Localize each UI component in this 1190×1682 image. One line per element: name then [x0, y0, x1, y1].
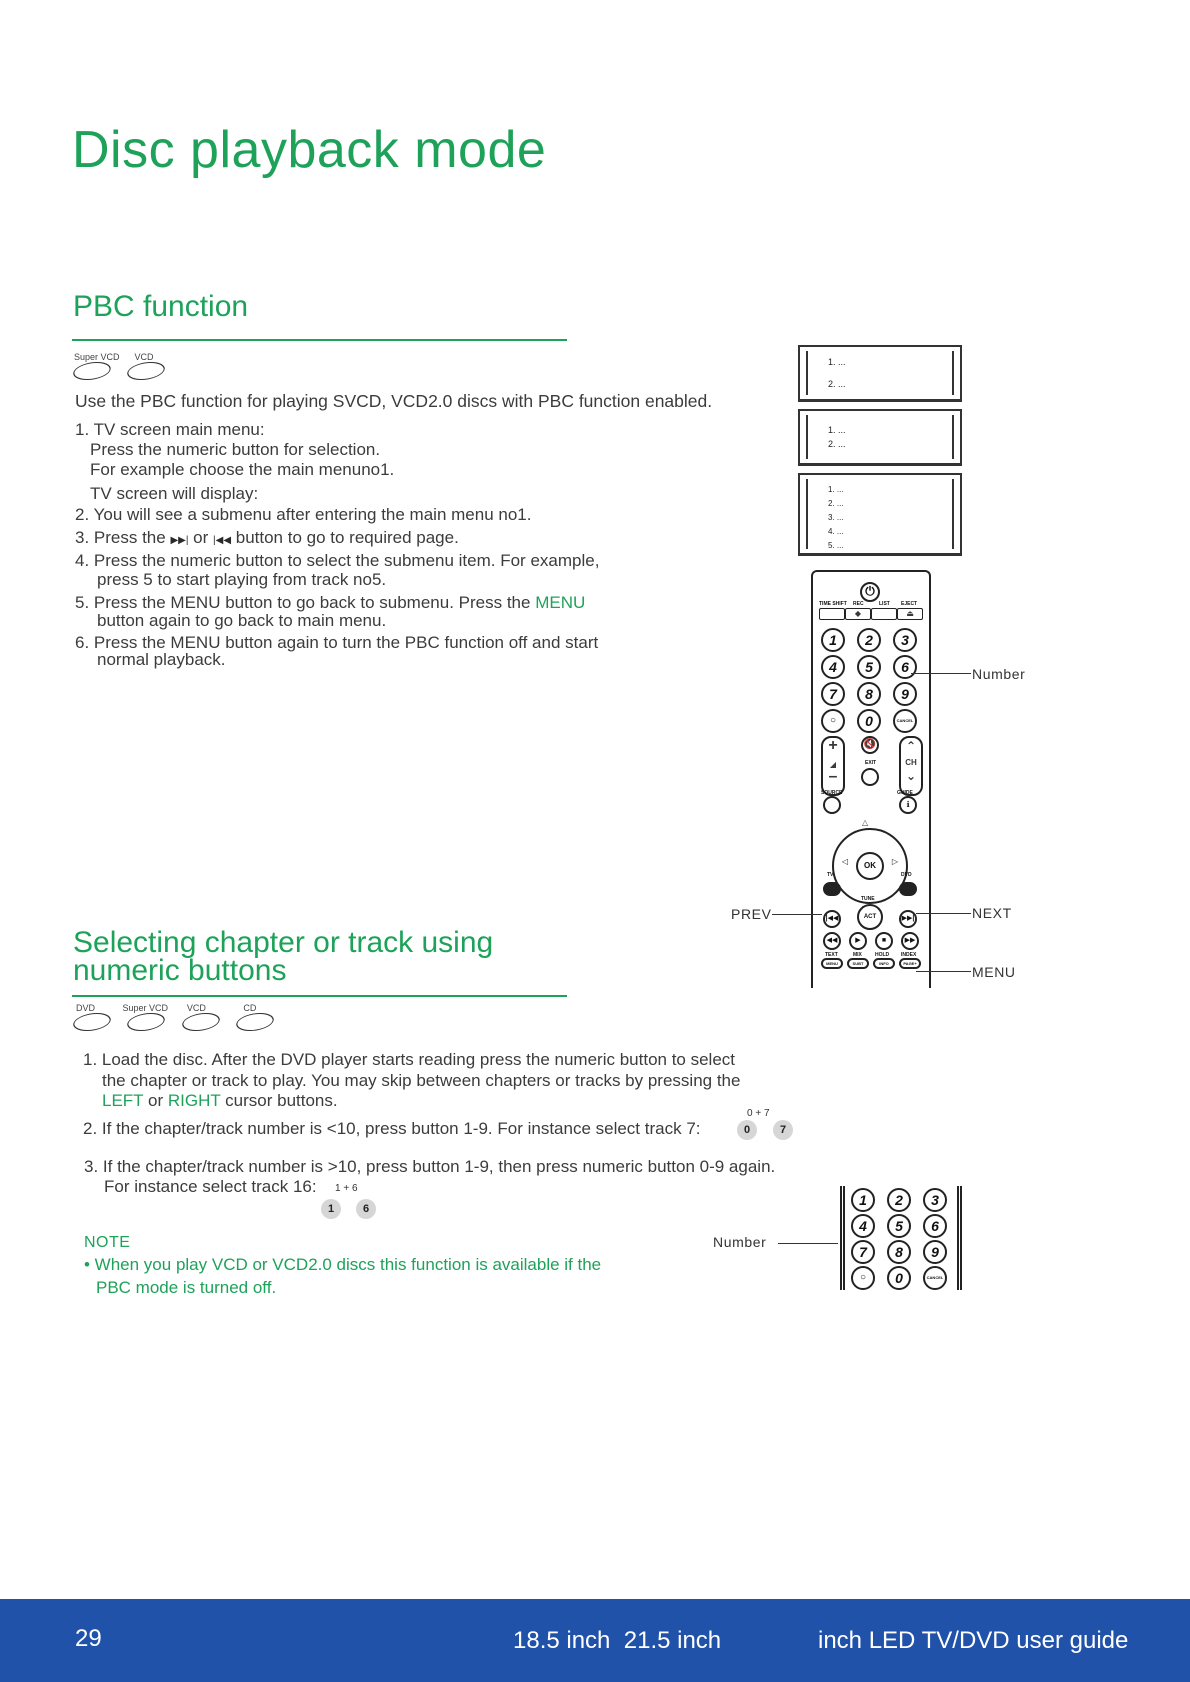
- digit-1-button[interactable]: 1: [821, 628, 845, 652]
- pbc-step-3: 3. Press the ▶▶| or |◀◀ button to go to required page.: [75, 528, 459, 547]
- digit-4-button[interactable]: 4: [821, 655, 845, 679]
- chapter-step-1a: 1. Load the disc. After the DVD player starts reading press the numeric button to select: [83, 1050, 736, 1069]
- screen-line: 2. ...: [828, 439, 846, 449]
- chapter-step-1c: LEFT or RIGHT cursor buttons.: [102, 1091, 338, 1110]
- pbc-step-1c: TV screen will display:: [90, 484, 259, 503]
- keypad-digit-0: 0: [887, 1266, 911, 1290]
- keypad-number-callout: Number: [713, 1234, 767, 1250]
- prev-callout-line: [772, 914, 822, 915]
- pbc-step-4a: 4. Press the numeric button to select the submenu item. For example,: [75, 551, 600, 570]
- note-line-2: PBC mode is turned off.: [96, 1278, 277, 1297]
- tv-screen-submenu: [798, 409, 962, 466]
- source-label: SOURCE: [821, 790, 843, 796]
- dvd-disc-icon: DVD: [72, 1003, 118, 1033]
- key-seven-icon: 7: [773, 1120, 793, 1140]
- guide-label: GUIDE: [897, 790, 913, 796]
- cancel-button[interactable]: CANCEL: [893, 709, 917, 733]
- play-pause-button[interactable]: ▶: [849, 932, 867, 950]
- keypad-digit-9: 9: [923, 1240, 947, 1264]
- chapter-step-3a: 3. If the chapter/track number is >10, press button 1-9, then press numeric button 0-9 again.: [84, 1157, 776, 1176]
- vcd-disc-icon: VCD: [126, 352, 172, 382]
- dvd-label: DVD: [901, 872, 912, 878]
- screen-line: 2. ...: [828, 379, 846, 389]
- digit-9-button[interactable]: 9: [893, 682, 917, 706]
- note-title: NOTE: [84, 1234, 131, 1251]
- footer-size: 18.5 inch 21.5 inch: [513, 1627, 722, 1654]
- digit-8-button[interactable]: 8: [857, 682, 881, 706]
- chapter-step-3b: For instance select track 16:: [104, 1177, 317, 1196]
- tv-mode-button[interactable]: [823, 882, 841, 896]
- key-combo-label-16: 1 + 6: [335, 1183, 358, 1194]
- tv-label: TV: [827, 872, 834, 878]
- page-title: Disc playback mode: [72, 121, 547, 179]
- key-combo-label-7: 0 + 7: [747, 1108, 770, 1119]
- ch-label: CH: [905, 758, 917, 767]
- key-one-icon: 1: [321, 1199, 341, 1219]
- key-zero-icon: 0: [737, 1120, 757, 1140]
- channel-rocker[interactable]: [899, 736, 923, 796]
- index-label: INDEX: [901, 952, 917, 958]
- exit-label: EXIT: [865, 760, 877, 766]
- chapter-rule: [72, 995, 567, 997]
- pbc-step-6b: normal playback.: [97, 650, 226, 669]
- screen-line: 3. ...: [828, 513, 844, 522]
- keypad-digit-6: 6: [923, 1214, 947, 1238]
- page-number: 29: [75, 1625, 102, 1652]
- mix-label: MIX: [853, 952, 862, 958]
- digit-0-button[interactable]: 0: [857, 709, 881, 733]
- pbc-step-1b: For example choose the main menuno1.: [90, 460, 395, 479]
- hold-label: HOLD: [875, 952, 890, 958]
- eject-label: EJECT: [901, 601, 918, 607]
- screen-line: 4. ...: [828, 527, 844, 536]
- tv-screen-tracks: [798, 473, 962, 556]
- svcd-disc-icon: Super VCD: [126, 1003, 172, 1033]
- next-callout: NEXT: [972, 905, 1012, 921]
- volume-level-icon: ◢: [829, 760, 837, 769]
- chapter-step-2: 2. If the chapter/track number is <10, press button 1-9. For instance select track 7:: [83, 1119, 701, 1138]
- list-button[interactable]: [871, 608, 897, 620]
- cd-disc-icon: CD: [235, 1003, 281, 1033]
- info-button[interactable]: INFO: [873, 958, 895, 969]
- screen-line: 1. ...: [828, 485, 844, 494]
- number-callout-line: [911, 673, 971, 674]
- key-six-icon: 6: [356, 1199, 376, 1219]
- digit-2-button[interactable]: 2: [857, 628, 881, 652]
- rec-label: REC: [853, 601, 864, 607]
- pbc-step-6a: 6. Press the MENU button again to turn the PBC function off and start: [75, 633, 599, 652]
- digit-6-button[interactable]: 6: [893, 655, 917, 679]
- pbc-step-5b: button again to go back to main menu.: [97, 611, 387, 630]
- nav-up-icon[interactable]: △: [862, 818, 869, 827]
- prev-callout: PREV: [731, 906, 772, 922]
- keypad-digit-1: 1: [851, 1188, 875, 1212]
- menu-callout-line: [916, 971, 971, 972]
- footer-bar: [0, 1599, 1190, 1682]
- chapter-step-1b: the chapter or track to play. You may skip between chapters or tracks by pressing the: [102, 1071, 741, 1090]
- chapter-heading-line1: Selecting chapter or track using: [73, 926, 494, 959]
- next-button[interactable]: ▶▶|: [899, 910, 917, 928]
- stop-button[interactable]: ■: [875, 932, 893, 950]
- keypad-illustration: [840, 1186, 962, 1290]
- nav-left-icon[interactable]: ◁: [842, 857, 849, 866]
- digit-3-button[interactable]: 3: [893, 628, 917, 652]
- keypad-digit-4: 4: [851, 1214, 875, 1238]
- pbc-step-4b: press 5 to start playing from track no5.: [97, 570, 387, 589]
- pbc-step-2: 2. You will see a submenu after entering the main menu no1.: [75, 505, 532, 524]
- guide-button[interactable]: ℹ: [899, 796, 917, 814]
- timeshift-label: TIME SHIFT: [819, 601, 847, 607]
- pbc-intro: Use the PBC function for playing SVCD, VCD2.0 discs with PBC function enabled.: [75, 391, 713, 411]
- digit-5-button[interactable]: 5: [857, 655, 881, 679]
- exit-button[interactable]: [861, 768, 879, 786]
- keypad-callout-line: [778, 1243, 838, 1244]
- prev-button[interactable]: |◀◀: [823, 910, 841, 928]
- pbc-step-1: 1. TV screen main menu:: [75, 420, 265, 439]
- volume-up-icon: +: [828, 737, 838, 754]
- screen-line: 1. ...: [828, 425, 846, 435]
- next-icon: ▶▶|: [170, 535, 189, 546]
- chapter-disc-icons: [72, 1003, 285, 1038]
- tv-screen-main-menu: [798, 345, 962, 402]
- ok-button[interactable]: OK: [856, 852, 884, 880]
- channel-down-icon: ⌄: [905, 769, 917, 783]
- source-button[interactable]: [823, 796, 841, 814]
- pbc-disc-icons: [72, 352, 176, 387]
- subtitle-button[interactable]: SUBT: [847, 958, 869, 969]
- pbc-step-1a: Press the numeric button for selection.: [90, 440, 381, 459]
- menu-button[interactable]: MENU: [821, 958, 843, 969]
- rewind-button[interactable]: ◀◀: [823, 932, 841, 950]
- text-label: TEXT: [825, 952, 838, 958]
- svcd-disc-icon: Super VCD: [72, 352, 118, 382]
- keypad-digit-2: 2: [887, 1188, 911, 1212]
- chapter-heading-line2: numeric buttons: [73, 954, 287, 987]
- vcd-disc-icon: VCD: [181, 1003, 227, 1033]
- note-line-1: • When you play VCD or VCD2.0 discs this function is available if the: [84, 1255, 602, 1274]
- act-button[interactable]: ACT: [857, 904, 883, 930]
- keypad-digit-5: 5: [887, 1214, 911, 1238]
- page-up-button[interactable]: PAGE+: [899, 958, 921, 969]
- prev-icon: |◀◀: [213, 535, 232, 546]
- footer-guide-title: inch LED TV/DVD user guide: [818, 1627, 1129, 1654]
- screen-line: 1. ...: [828, 357, 846, 367]
- screen-line: 2. ...: [828, 499, 844, 508]
- digit-7-button[interactable]: 7: [821, 682, 845, 706]
- power-icon[interactable]: ⏻: [860, 582, 880, 602]
- pbc-step-5a: 5. Press the MENU button to go back to submenu. Press the MENU: [75, 593, 586, 612]
- mute-icon[interactable]: 🔇: [861, 736, 879, 754]
- keypad-digit-8: 8: [887, 1240, 911, 1264]
- menu-callout: MENU: [972, 964, 1016, 980]
- recall-button[interactable]: ○: [821, 709, 845, 733]
- keypad-recall: ○: [851, 1266, 875, 1290]
- nav-ring[interactable]: [832, 828, 908, 904]
- keypad-digit-3: 3: [923, 1188, 947, 1212]
- tune-label: TUNE: [861, 896, 875, 902]
- remote-control: [811, 570, 931, 988]
- fast-forward-button[interactable]: ▶▶: [901, 932, 919, 950]
- keypad-digit-7: 7: [851, 1240, 875, 1264]
- volume-rocker[interactable]: [821, 736, 845, 796]
- rec-button[interactable]: ◆: [845, 608, 871, 620]
- nav-right-icon[interactable]: ▷: [891, 857, 898, 866]
- screen-line: 5. ...: [828, 541, 844, 550]
- volume-down-icon: –: [828, 768, 838, 785]
- dvd-mode-button[interactable]: [899, 882, 917, 896]
- list-label: LIST: [879, 601, 890, 607]
- next-callout-line: [916, 913, 971, 914]
- timeshift-button[interactable]: [819, 608, 845, 620]
- pbc-rule: [72, 339, 567, 341]
- eject-button[interactable]: ⏏: [897, 608, 923, 620]
- channel-up-icon: ⌃: [905, 739, 917, 753]
- pbc-heading: PBC function: [73, 290, 249, 323]
- keypad-cancel: CANCEL: [923, 1266, 947, 1290]
- number-callout: Number: [972, 666, 1026, 682]
